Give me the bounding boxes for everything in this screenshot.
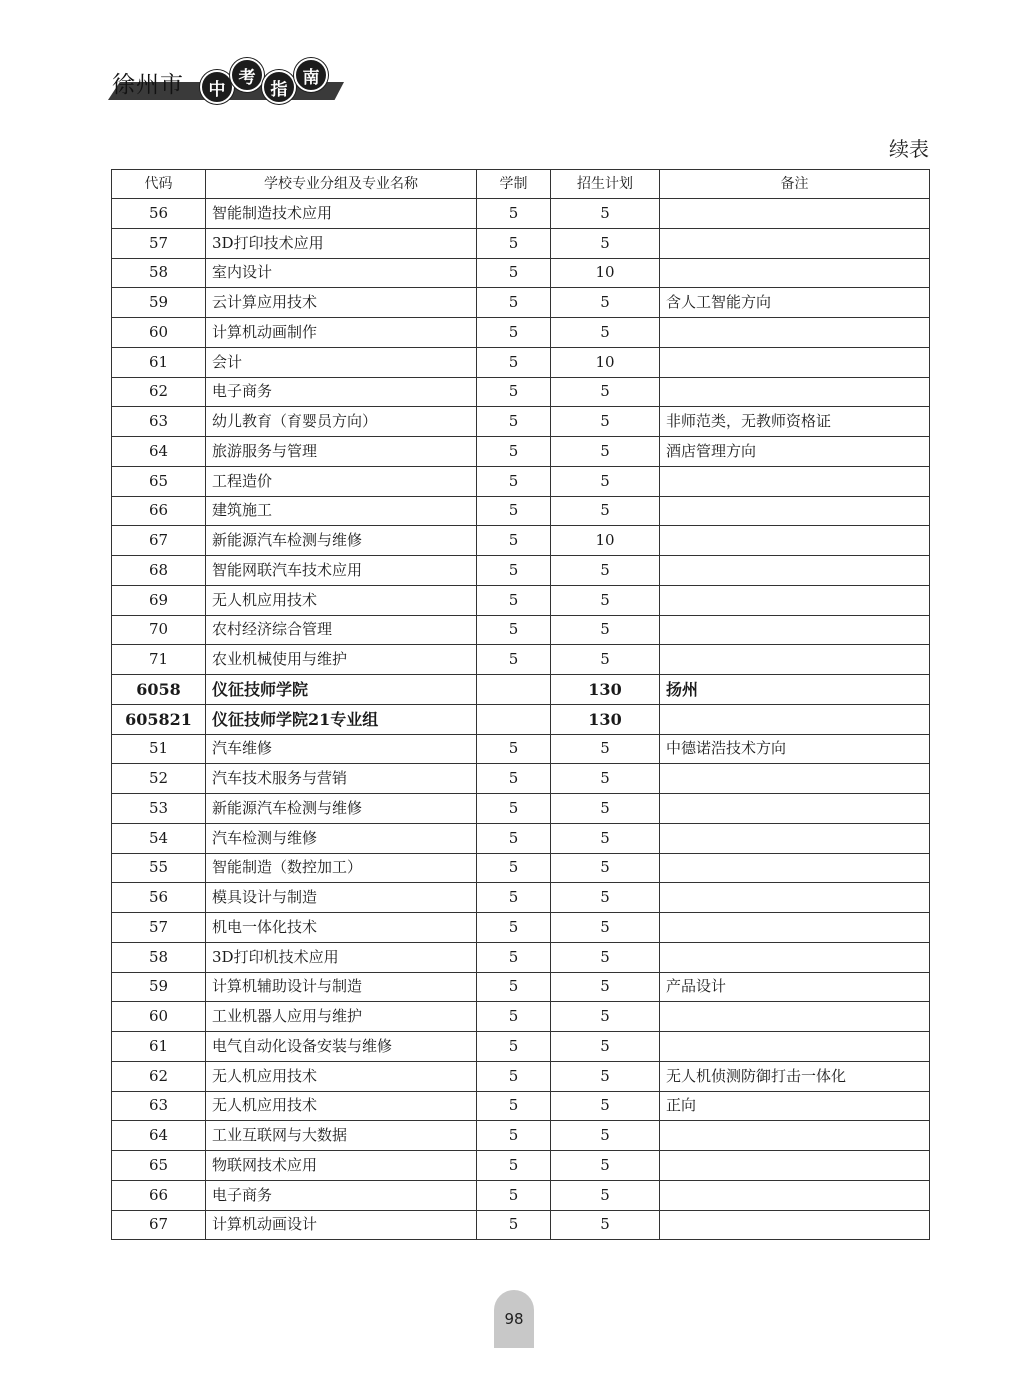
- cell-plan: 5: [551, 466, 660, 496]
- cell-plan: 5: [551, 764, 660, 794]
- cell-note: 无人机侦测防御打击一体化: [660, 1061, 930, 1091]
- cell-years: 5: [477, 972, 551, 1002]
- cell-plan: 5: [551, 1210, 660, 1240]
- table-row: [112, 645, 930, 675]
- cell-name: 仪征技师学院21专业组: [206, 704, 477, 734]
- continued-table-label: 续表: [889, 137, 929, 161]
- table-row: [112, 1180, 930, 1210]
- cell-note: 含人工智能方向: [660, 288, 930, 318]
- cell-name: 物联网技术应用: [206, 1151, 477, 1181]
- cell-years: 5: [477, 1151, 551, 1181]
- table-row: [112, 288, 930, 318]
- cell-name: 建筑施工: [206, 496, 477, 526]
- table-row: [112, 437, 930, 467]
- cell-note: [660, 1151, 930, 1181]
- cell-name: 无人机应用技术: [206, 1091, 477, 1121]
- cell-code: 62: [112, 377, 206, 407]
- cell-name: 电子商务: [206, 377, 477, 407]
- cell-name: 室内设计: [206, 258, 477, 288]
- cell-note: [660, 823, 930, 853]
- cell-plan: 130: [551, 675, 660, 705]
- cell-years: 5: [477, 913, 551, 943]
- cell-code: 57: [112, 228, 206, 258]
- cell-plan: 5: [551, 1151, 660, 1181]
- cell-code: 6058: [112, 675, 206, 705]
- cell-name: 计算机动画设计: [206, 1210, 477, 1240]
- cell-note: [660, 1180, 930, 1210]
- cell-plan: 5: [551, 228, 660, 258]
- column-header-note: 备注: [660, 170, 930, 199]
- cell-code: 605821: [112, 704, 206, 734]
- cell-plan: 5: [551, 1032, 660, 1062]
- cell-plan: 5: [551, 1180, 660, 1210]
- cell-years: 5: [477, 1210, 551, 1240]
- cell-years: 5: [477, 377, 551, 407]
- cell-note: [660, 853, 930, 883]
- cell-name: 幼儿教育（育婴员方向）: [206, 407, 477, 437]
- cell-plan: 10: [551, 526, 660, 556]
- cell-name: 3D打印技术应用: [206, 228, 477, 258]
- cell-plan: 5: [551, 734, 660, 764]
- cell-code: 65: [112, 1151, 206, 1181]
- cell-code: 51: [112, 734, 206, 764]
- cell-note: [660, 764, 930, 794]
- page-header: [108, 56, 358, 112]
- table-row: [112, 972, 930, 1002]
- cell-note: [660, 1121, 930, 1151]
- cell-note: [660, 942, 930, 972]
- cell-years: 5: [477, 1091, 551, 1121]
- cell-code: 59: [112, 972, 206, 1002]
- cell-name: 汽车维修: [206, 734, 477, 764]
- cell-years: [477, 704, 551, 734]
- cell-plan: 10: [551, 258, 660, 288]
- cell-plan: 5: [551, 615, 660, 645]
- cell-note: [660, 883, 930, 913]
- cell-years: 5: [477, 1002, 551, 1032]
- cell-years: 5: [477, 585, 551, 615]
- table-row: [112, 1032, 930, 1062]
- header-city: 徐州市: [112, 72, 184, 98]
- cell-name: 工业互联网与大数据: [206, 1121, 477, 1151]
- cell-code: 57: [112, 913, 206, 943]
- cell-years: 5: [477, 526, 551, 556]
- cell-plan: 5: [551, 288, 660, 318]
- cell-code: 63: [112, 1091, 206, 1121]
- table-row: [112, 764, 930, 794]
- cell-plan: 5: [551, 972, 660, 1002]
- cell-note: 产品设计: [660, 972, 930, 1002]
- column-header-code: 代码: [112, 170, 206, 199]
- cell-plan: 5: [551, 1091, 660, 1121]
- table-row: [112, 407, 930, 437]
- cell-plan: 5: [551, 496, 660, 526]
- table-row: [112, 199, 930, 229]
- cell-note: 酒店管理方向: [660, 437, 930, 467]
- cell-years: 5: [477, 823, 551, 853]
- table-row: [112, 734, 930, 764]
- cell-note: 中德诺浩技术方向: [660, 734, 930, 764]
- table-row: [112, 585, 930, 615]
- cell-name: 农业机械使用与维护: [206, 645, 477, 675]
- cell-years: 5: [477, 794, 551, 824]
- cell-years: 5: [477, 645, 551, 675]
- cell-plan: 5: [551, 1121, 660, 1151]
- table-body: [112, 199, 930, 1240]
- cell-years: 5: [477, 734, 551, 764]
- cell-code: 67: [112, 526, 206, 556]
- cell-note: [660, 199, 930, 229]
- cell-note: [660, 347, 930, 377]
- table-header-row: [112, 170, 930, 199]
- cell-code: 62: [112, 1061, 206, 1091]
- table-row: [112, 942, 930, 972]
- cell-code: 64: [112, 1121, 206, 1151]
- table-row: [112, 466, 930, 496]
- cell-code: 54: [112, 823, 206, 853]
- cell-code: 58: [112, 258, 206, 288]
- cell-name: 机电一体化技术: [206, 913, 477, 943]
- table-row: [112, 526, 930, 556]
- cell-years: 5: [477, 347, 551, 377]
- table-row: [112, 1121, 930, 1151]
- cell-name: 汽车技术服务与营销: [206, 764, 477, 794]
- cell-code: 68: [112, 556, 206, 586]
- page-number: 98: [494, 1290, 534, 1348]
- cell-name: 智能制造（数控加工）: [206, 853, 477, 883]
- cell-plan: 10: [551, 347, 660, 377]
- cell-code: 58: [112, 942, 206, 972]
- cell-plan: 5: [551, 853, 660, 883]
- cell-plan: 5: [551, 913, 660, 943]
- table-row: [112, 228, 930, 258]
- cell-note: 正向: [660, 1091, 930, 1121]
- table-row: [112, 794, 930, 824]
- table-row: [112, 318, 930, 348]
- cell-note: [660, 318, 930, 348]
- cell-code: 63: [112, 407, 206, 437]
- cell-note: [660, 794, 930, 824]
- table-row: [112, 377, 930, 407]
- cell-name: 旅游服务与管理: [206, 437, 477, 467]
- cell-plan: 130: [551, 704, 660, 734]
- cell-note: [660, 1210, 930, 1240]
- cell-code: 56: [112, 883, 206, 913]
- cell-name: 3D打印机技术应用: [206, 942, 477, 972]
- cell-note: [660, 585, 930, 615]
- cell-years: 5: [477, 258, 551, 288]
- cell-note: [660, 466, 930, 496]
- column-header-name: 学校专业分组及专业名称: [206, 170, 477, 199]
- cell-name: 工业机器人应用与维护: [206, 1002, 477, 1032]
- cell-note: [660, 258, 930, 288]
- cell-code: 69: [112, 585, 206, 615]
- table-row: [112, 883, 930, 913]
- cell-plan: 5: [551, 1002, 660, 1032]
- cell-note: [660, 1032, 930, 1062]
- enrollment-table: [111, 169, 930, 1240]
- cell-name: 农村经济综合管理: [206, 615, 477, 645]
- cell-note: [660, 1002, 930, 1032]
- table-row: [112, 615, 930, 645]
- cell-code: 66: [112, 496, 206, 526]
- cell-code: 53: [112, 794, 206, 824]
- table-row: [112, 853, 930, 883]
- cell-years: [477, 675, 551, 705]
- cell-plan: 5: [551, 377, 660, 407]
- cell-years: 5: [477, 199, 551, 229]
- header-char-4: 南: [294, 58, 328, 92]
- cell-years: 5: [477, 883, 551, 913]
- cell-code: 60: [112, 1002, 206, 1032]
- cell-plan: 5: [551, 407, 660, 437]
- table-row: [112, 1061, 930, 1091]
- cell-years: 5: [477, 1032, 551, 1062]
- cell-years: 5: [477, 1121, 551, 1151]
- cell-note: 非师范类，无教师资格证: [660, 407, 930, 437]
- table-row: [112, 258, 930, 288]
- cell-code: 71: [112, 645, 206, 675]
- cell-code: 52: [112, 764, 206, 794]
- cell-name: 汽车检测与维修: [206, 823, 477, 853]
- cell-code: 56: [112, 199, 206, 229]
- cell-years: 5: [477, 288, 551, 318]
- header-char-3: 指: [262, 70, 296, 104]
- cell-years: 5: [477, 764, 551, 794]
- cell-code: 70: [112, 615, 206, 645]
- cell-plan: 5: [551, 883, 660, 913]
- cell-name: 模具设计与制造: [206, 883, 477, 913]
- cell-years: 5: [477, 318, 551, 348]
- cell-years: 5: [477, 556, 551, 586]
- cell-note: 扬州: [660, 675, 930, 705]
- cell-plan: 5: [551, 1061, 660, 1091]
- cell-note: [660, 526, 930, 556]
- table-row: [112, 823, 930, 853]
- cell-name: 工程造价: [206, 466, 477, 496]
- cell-code: 66: [112, 1180, 206, 1210]
- cell-years: 5: [477, 615, 551, 645]
- cell-years: 5: [477, 407, 551, 437]
- cell-name: 无人机应用技术: [206, 585, 477, 615]
- cell-code: 67: [112, 1210, 206, 1240]
- header-char-1: 中: [200, 70, 234, 104]
- cell-name: 无人机应用技术: [206, 1061, 477, 1091]
- cell-years: 5: [477, 853, 551, 883]
- cell-code: 65: [112, 466, 206, 496]
- cell-note: [660, 377, 930, 407]
- column-header-years: 学制: [477, 170, 551, 199]
- cell-note: [660, 645, 930, 675]
- cell-name: 仪征技师学院: [206, 675, 477, 705]
- cell-years: 5: [477, 496, 551, 526]
- cell-plan: 5: [551, 199, 660, 229]
- cell-name: 智能网联汽车技术应用: [206, 556, 477, 586]
- table-row: [112, 913, 930, 943]
- cell-note: [660, 615, 930, 645]
- cell-years: 5: [477, 942, 551, 972]
- table-row: [112, 1151, 930, 1181]
- cell-plan: 5: [551, 585, 660, 615]
- cell-code: 64: [112, 437, 206, 467]
- cell-name: 会计: [206, 347, 477, 377]
- cell-plan: 5: [551, 318, 660, 348]
- table-row: [112, 1002, 930, 1032]
- cell-note: [660, 704, 930, 734]
- cell-note: [660, 228, 930, 258]
- cell-name: 新能源汽车检测与维修: [206, 794, 477, 824]
- cell-name: 计算机动画制作: [206, 318, 477, 348]
- cell-plan: 5: [551, 823, 660, 853]
- cell-years: 5: [477, 437, 551, 467]
- cell-years: 5: [477, 466, 551, 496]
- column-header-plan: 招生计划: [551, 170, 660, 199]
- cell-plan: 5: [551, 794, 660, 824]
- cell-code: 59: [112, 288, 206, 318]
- cell-years: 5: [477, 228, 551, 258]
- cell-name: 电子商务: [206, 1180, 477, 1210]
- cell-note: [660, 556, 930, 586]
- cell-code: 55: [112, 853, 206, 883]
- cell-note: [660, 496, 930, 526]
- cell-plan: 5: [551, 556, 660, 586]
- table-row-school: [112, 704, 930, 734]
- cell-name: 计算机辅助设计与制造: [206, 972, 477, 1002]
- table-row: [112, 496, 930, 526]
- cell-plan: 5: [551, 437, 660, 467]
- cell-plan: 5: [551, 942, 660, 972]
- cell-note: [660, 913, 930, 943]
- cell-name: 新能源汽车检测与维修: [206, 526, 477, 556]
- table-row: [112, 1091, 930, 1121]
- cell-years: 5: [477, 1061, 551, 1091]
- header-char-2: 考: [230, 58, 264, 92]
- cell-plan: 5: [551, 645, 660, 675]
- cell-name: 云计算应用技术: [206, 288, 477, 318]
- cell-code: 61: [112, 1032, 206, 1062]
- cell-code: 61: [112, 347, 206, 377]
- cell-code: 60: [112, 318, 206, 348]
- table-row: [112, 556, 930, 586]
- cell-years: 5: [477, 1180, 551, 1210]
- cell-name: 电气自动化设备安装与维修: [206, 1032, 477, 1062]
- table-row-school: [112, 675, 930, 705]
- table-row: [112, 347, 930, 377]
- cell-name: 智能制造技术应用: [206, 199, 477, 229]
- table-row: [112, 1210, 930, 1240]
